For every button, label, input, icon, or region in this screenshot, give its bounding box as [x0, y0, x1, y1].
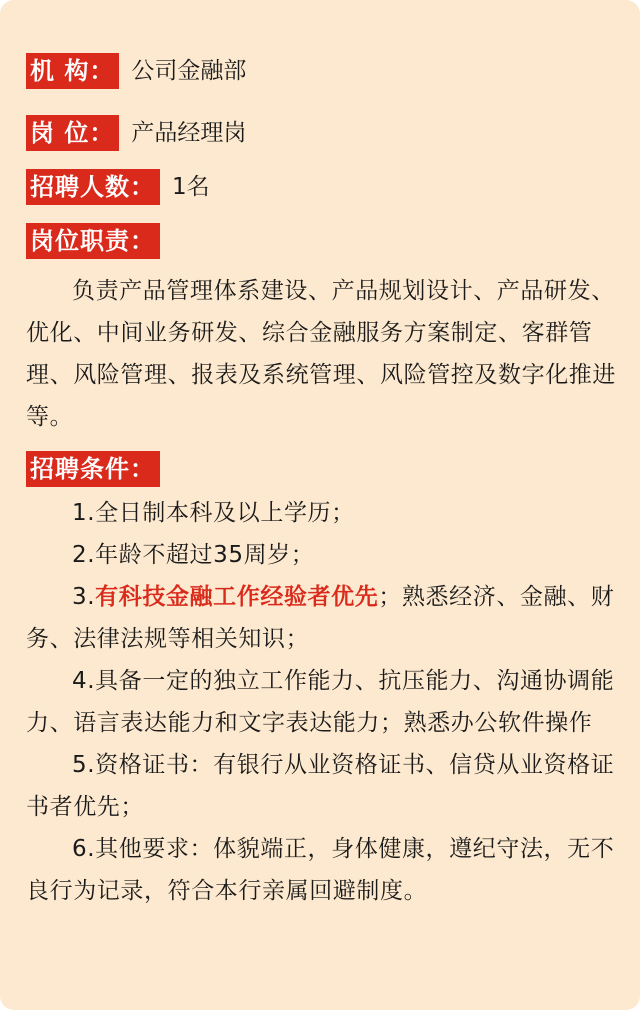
- condition-item: 1.全日制本科及以上学历；: [72, 500, 355, 526]
- condition-item-number: 3.: [72, 584, 96, 610]
- condition-item: [26, 576, 620, 660]
- duties-text: 负责产品管理体系建设、产品规划设计、产品研发、优化、中间业务研发、综合金融服务方案制定、客群管理、风险管理、报表及系统管理、风险管控及数字化推进等。: [26, 278, 616, 430]
- section-label-conditions: 招聘条件：: [26, 451, 160, 487]
- section-duties-heading: [26, 222, 620, 260]
- condition-item: 6.其他要求：体貌端正，身体健康，遵纪守法，无不良行为记录，符合本行亲属回避制度。: [26, 836, 615, 904]
- condition-item: 4.具备一定的独立工作能力、抗压能力、沟通协调能力、语言表达能力和文字表达能力；熟悉办公软件操作: [26, 668, 615, 736]
- condition-highlight: 有科技金融工作经验者优先: [95, 584, 379, 610]
- field-position: [26, 114, 620, 152]
- condition-item: 2.年龄不超过35周岁；: [72, 542, 315, 568]
- field-value-headcount: 1名: [172, 174, 210, 200]
- conditions-list: [26, 492, 620, 912]
- field-value-position: 产品经理岗: [131, 120, 247, 146]
- field-label-headcount: 招聘人数：: [26, 169, 160, 205]
- condition-item-rest: ；熟悉经济、金融、财务、法律法规等相关知识；: [26, 584, 615, 652]
- job-posting-content: [26, 52, 620, 912]
- condition-item: 5.资格证书：有银行从业资格证书、信贷从业资格证书者优先；: [26, 752, 615, 820]
- section-conditions-heading: [26, 450, 620, 488]
- field-department: [26, 52, 620, 90]
- field-label-position: 岗 位：: [26, 115, 119, 151]
- field-value-department: 公司金融部: [131, 58, 247, 84]
- field-label-department: 机 构：: [26, 53, 119, 89]
- field-headcount: [26, 168, 620, 206]
- section-label-duties: 岗位职责：: [26, 223, 160, 259]
